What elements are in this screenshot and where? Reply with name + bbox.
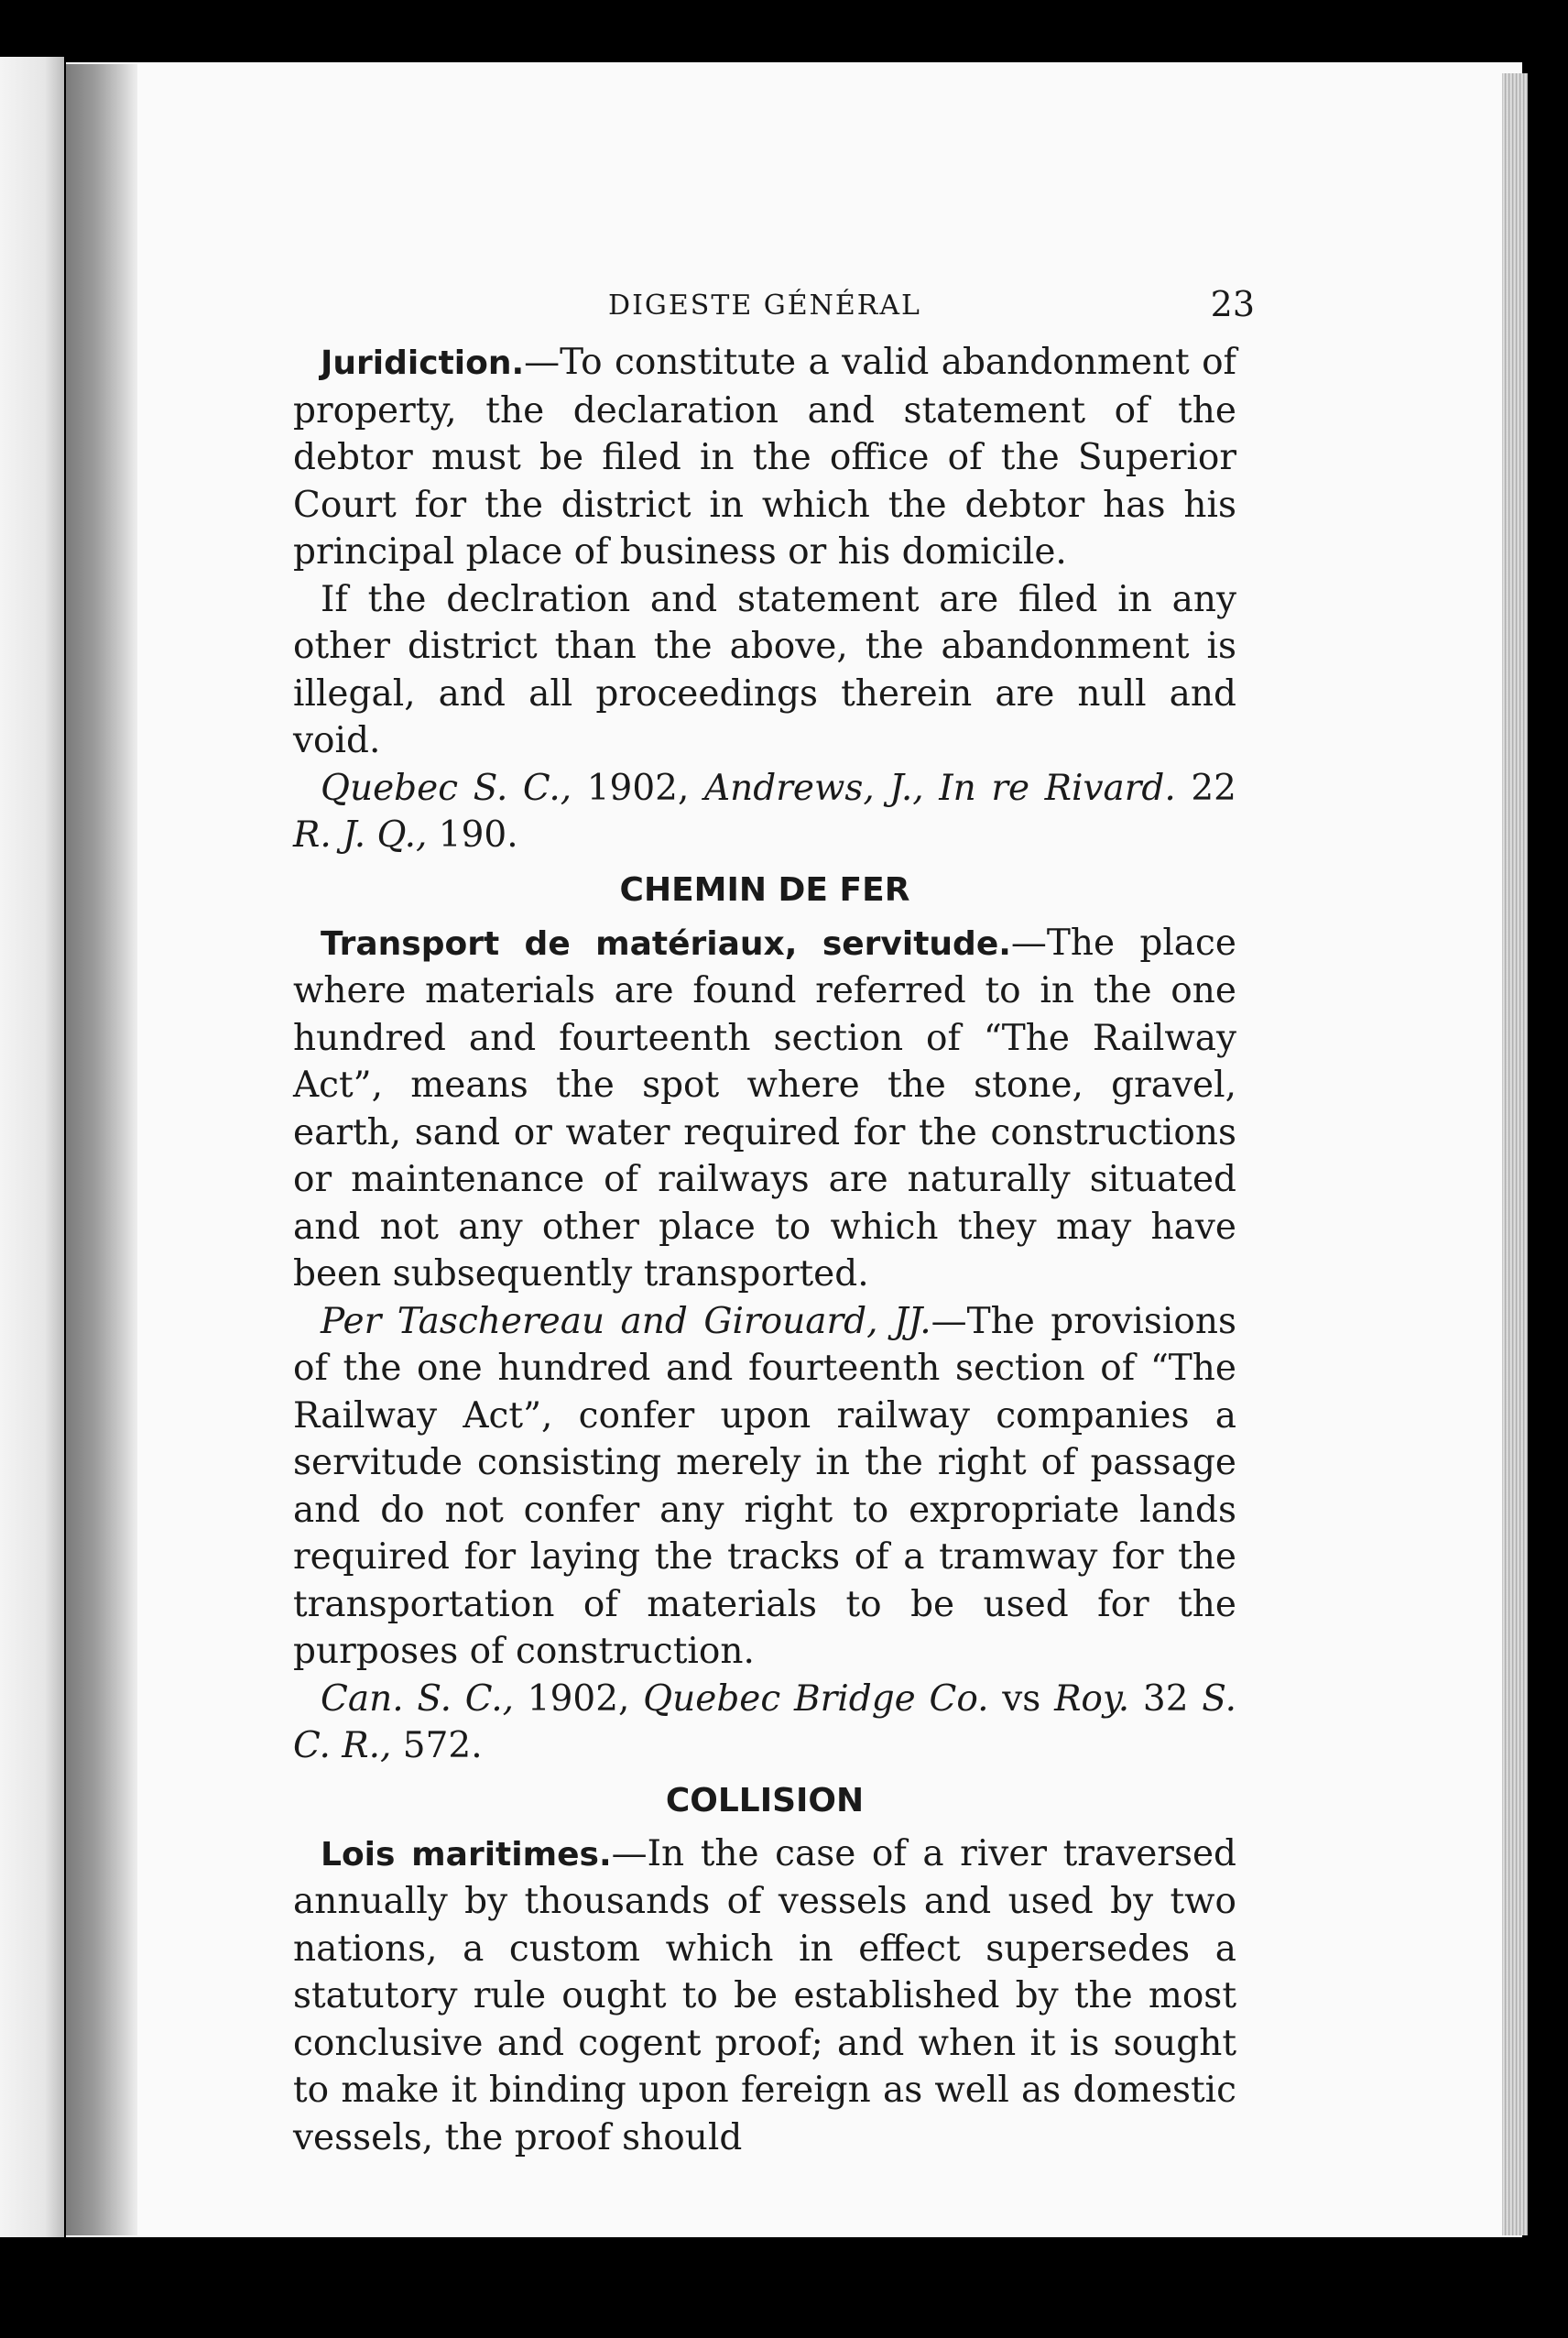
citation-court: Quebec S. C., (321, 767, 572, 809)
citation-volume: 32 (1129, 1677, 1203, 1720)
juridiction-paragraph-2: If the declration and statement are filed in any other district than the above, the abandonment is illegal, and all proceedings therein are null and void. (293, 578, 1236, 761)
collision-rubric: Lois maritimes. (321, 1835, 612, 1874)
citation-volume: 22 (1175, 767, 1236, 809)
citation-party-2: Roy. (1054, 1677, 1130, 1720)
section-heading-collision: COLLISION (665, 1781, 865, 1819)
section-heading-chemin-de-fer: CHEMIN DE FER (619, 870, 910, 909)
juridiction-citation (293, 765, 1236, 859)
juridiction-rubric: Juridiction. (321, 344, 525, 382)
citation-judge: Andrews, J., In re Rivard. (703, 767, 1176, 809)
chemin-de-fer-citation (293, 1676, 1236, 1770)
chemin-de-fer-rubric: Transport de matériaux, servitude. (321, 924, 1011, 963)
citation-vs: vs (988, 1677, 1055, 1720)
running-head: DIGESTE GÉNÉRAL (608, 290, 921, 322)
collision-body-1: —In the case of a river traversed annually by thousands of vessels and used by two nations, a custom which in effect supersedes a statutory rule ought to be established by the most conclusive and cogent proof; and when it is sought to make it binding upon fereign as well as domestic vessels, the proof should (293, 1832, 1236, 2158)
page-content (293, 275, 1255, 2161)
juridiction-body-1: —To constitute a valid abandonment of property, the declaration and statement of the debtor must be filed in the office of the Superior Court for the district in which the debtor has his principal place of business or his domicile. (293, 342, 1236, 573)
chemin-de-fer-body-1: —The place where materials are found referred to in the one hundred and fourteenth section of “The Railway Act”, means the spot where the stone, gravel, earth, sand or water required for the constructions or maintenance of railways are naturally situated and not any other place to which they may have been subsequently transported. (293, 922, 1236, 1295)
citation-page: 190. (427, 814, 518, 856)
page-header (293, 275, 1255, 339)
facing-page-edge (0, 57, 64, 2237)
chemin-de-fer-body-2: —The provisions of the one hundred and fourteenth section of “The Railway Act”, confer upon railway companies a servitude consisting merely in the right of passage and do not confer any right to expropriate lands required for laying the tracks of a tramway for the transportation of materials to be used for the purposes of construction. (293, 1300, 1236, 1672)
juridiction-paragraph (293, 339, 1236, 576)
citation-report: R. J. Q., (293, 814, 428, 856)
citation-parties: Quebec Bridge Co. (643, 1677, 989, 1720)
chemin-de-fer-paragraph-2 (293, 1298, 1236, 1676)
citation-year: 1902, (514, 1677, 644, 1720)
per-judges: Per Taschereau and Girouard, JJ. (321, 1300, 931, 1342)
page-number: 23 (1210, 284, 1255, 324)
citation-court: Can. S. C., (321, 1677, 515, 1720)
page-stack-edge (1502, 73, 1528, 2235)
citation-report: S. C. R., (293, 1677, 1237, 1766)
citation-page: 572. (391, 1725, 483, 1766)
citation-year: 1902, (572, 767, 704, 809)
binding-gutter-shadow (66, 64, 137, 2235)
chemin-de-fer-paragraph (293, 920, 1236, 1298)
collision-paragraph (293, 1830, 1236, 2162)
